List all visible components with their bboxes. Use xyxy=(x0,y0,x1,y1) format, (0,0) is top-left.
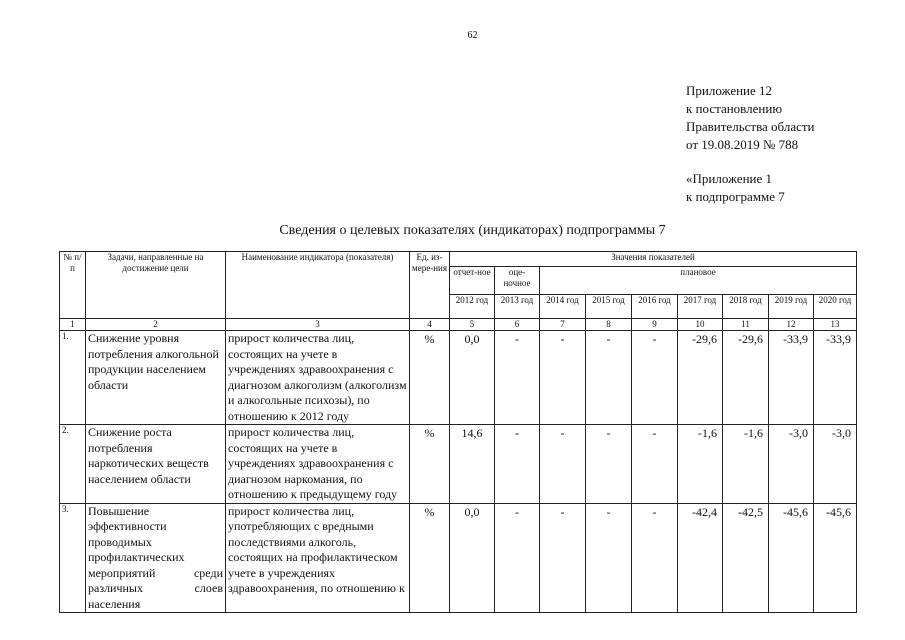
row-number: 2. xyxy=(60,425,86,504)
row-value: -42,4 xyxy=(678,503,723,613)
header-tasks: Задачи, направленные на достижение цели xyxy=(86,252,226,319)
row-number: 3. xyxy=(60,503,86,613)
row-value: - xyxy=(586,331,632,425)
row-value: - xyxy=(495,425,540,504)
header-year: 2017 год xyxy=(678,295,723,319)
header-year: 2012 год xyxy=(450,295,495,319)
row-value: - xyxy=(495,503,540,613)
row-value: - xyxy=(632,331,678,425)
row-unit: % xyxy=(410,425,450,504)
indicators-table xyxy=(59,251,857,613)
row-value: -3,0 xyxy=(814,425,857,504)
row-value: - xyxy=(586,425,632,504)
row-value: -33,9 xyxy=(769,331,814,425)
row-task: Снижение уровня потребления алкогольной продукции населением области xyxy=(86,331,226,425)
row-value: -29,6 xyxy=(678,331,723,425)
row-task: Повышение эффективности проводимых профилактических мероприятий среди различных слоев населения xyxy=(86,503,226,613)
page-number: 62 xyxy=(467,30,478,41)
col-number: 11 xyxy=(723,319,769,331)
col-number: 5 xyxy=(450,319,495,331)
header-year: 2018 год xyxy=(723,295,769,319)
row-value: - xyxy=(632,503,678,613)
appendix-line-4: от 19.08.2019 № 788 xyxy=(686,137,799,152)
table-row xyxy=(60,425,857,504)
header-year: 2020 год xyxy=(814,295,857,319)
row-indicator: прирост количества лиц, состоящих на учете в учреждениях здравоохранения с диагнозом наркомания, по отношению к предыдущему году xyxy=(226,425,410,504)
row-value: - xyxy=(632,425,678,504)
row-unit: % xyxy=(410,503,450,613)
col-number: 4 xyxy=(410,319,450,331)
document-title: Сведения о целевых показателях (индикаторах) подпрограммы 7 xyxy=(279,223,666,238)
row-unit: % xyxy=(410,331,450,425)
header-unit: Ед. из-мере-ния xyxy=(410,252,450,319)
col-number: 7 xyxy=(540,319,586,331)
row-value: 0,0 xyxy=(450,331,495,425)
row-value: - xyxy=(540,503,586,613)
row-value: 14,6 xyxy=(450,425,495,504)
appendix-line-6: к подпрограмме 7 xyxy=(686,189,785,204)
row-value: -45,6 xyxy=(814,503,857,613)
col-number: 1 xyxy=(60,319,86,331)
header-estimate: оце-ночное xyxy=(495,267,540,295)
row-value: -1,6 xyxy=(678,425,723,504)
header-year: 2019 год xyxy=(769,295,814,319)
row-task: Снижение роста потребления наркотических веществ населением области xyxy=(86,425,226,504)
appendix-line-3: Правительства области xyxy=(686,119,815,134)
appendix-line-2: к постановлению xyxy=(686,101,783,116)
appendix-header xyxy=(686,82,815,206)
row-value: -1,6 xyxy=(723,425,769,504)
header-year: 2016 год xyxy=(632,295,678,319)
col-number: 10 xyxy=(678,319,723,331)
header-year: 2015 год xyxy=(586,295,632,319)
appendix-line-5: «Приложение 1 xyxy=(686,171,773,186)
col-number: 13 xyxy=(814,319,857,331)
col-number: 9 xyxy=(632,319,678,331)
col-number: 12 xyxy=(769,319,814,331)
table-row xyxy=(60,503,857,613)
row-value: 0,0 xyxy=(450,503,495,613)
row-value: -45,6 xyxy=(769,503,814,613)
header-year: 2014 год xyxy=(540,295,586,319)
col-number: 3 xyxy=(226,319,410,331)
col-number: 2 xyxy=(86,319,226,331)
row-number: 1. xyxy=(60,331,86,425)
row-value: -3,0 xyxy=(769,425,814,504)
appendix-line-1: Приложение 12 xyxy=(686,83,773,98)
row-value: -42,5 xyxy=(723,503,769,613)
row-value: - xyxy=(586,503,632,613)
row-value: - xyxy=(495,331,540,425)
header-indicator: Наименование индикатора (показателя) xyxy=(226,252,410,319)
row-value: - xyxy=(540,425,586,504)
row-value: - xyxy=(540,331,586,425)
col-number: 8 xyxy=(586,319,632,331)
row-value: -33,9 xyxy=(814,331,857,425)
header-num: № п/п xyxy=(60,252,86,319)
header-report: отчет-ное xyxy=(450,267,495,295)
row-value: -29,6 xyxy=(723,331,769,425)
table-row xyxy=(60,331,857,425)
header-year: 2013 год xyxy=(495,295,540,319)
row-indicator: прирост количества лиц, состоящих на учете в учреждениях здравоохранения с диагнозом алкоголизм (алкоголизм и алкогольные психозы), по отношению к 2012 году xyxy=(226,331,410,425)
header-planned: плановое xyxy=(540,267,857,295)
header-values: Значения показателей xyxy=(450,252,857,267)
row-indicator: прирост количества лиц, употребляющих с вредными последствиями алкоголь, состоящих на профилактическом учете в учреждениях здравоохранения, по отношению к xyxy=(226,503,410,613)
col-number: 6 xyxy=(495,319,540,331)
